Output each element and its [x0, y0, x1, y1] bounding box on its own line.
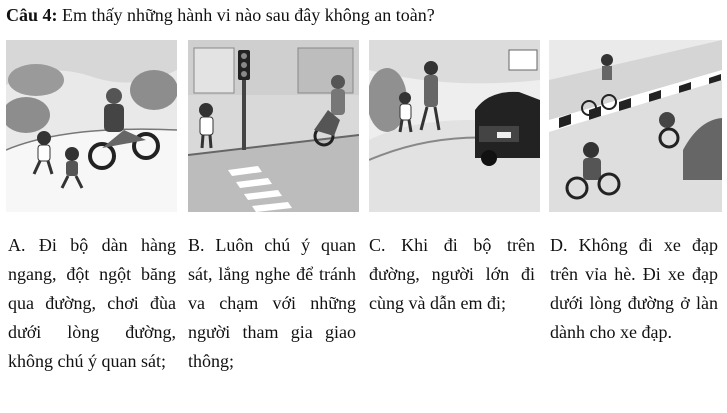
illustration-c-drawing [369, 40, 540, 212]
option-b-text: B. Luôn chú ý quan sát, lắng nghe để tránh va chạm với những người tham gia giao thông; [188, 235, 356, 371]
option-c-text: C. Khi đi bộ trên đường, người lớn đi cùng và dẫn em đi; [369, 235, 535, 313]
question-label: Câu 4: [6, 5, 58, 25]
illustration-a [6, 40, 177, 212]
question [6, 4, 435, 26]
illustration-d-drawing [549, 40, 722, 212]
illustration-a-drawing [6, 40, 177, 212]
option-d-text: D. Không đi xe đạp trên vỉa hè. Đi xe đạp dưới lòng đường ở làn dành cho xe đạp. [550, 235, 718, 342]
illustration-d [549, 40, 722, 212]
illustration-b [188, 40, 359, 212]
illustration-c [369, 40, 540, 212]
illustration-b-drawing [188, 40, 359, 212]
option-a-text: A. Đi bộ dàn hàng ngang, đột ngột băng qua đường, chơi đùa dưới lòng đường, không chú ý quan sát; [8, 235, 176, 371]
question-text: Em thấy những hành vi nào sau đây không an toàn? [57, 5, 435, 25]
